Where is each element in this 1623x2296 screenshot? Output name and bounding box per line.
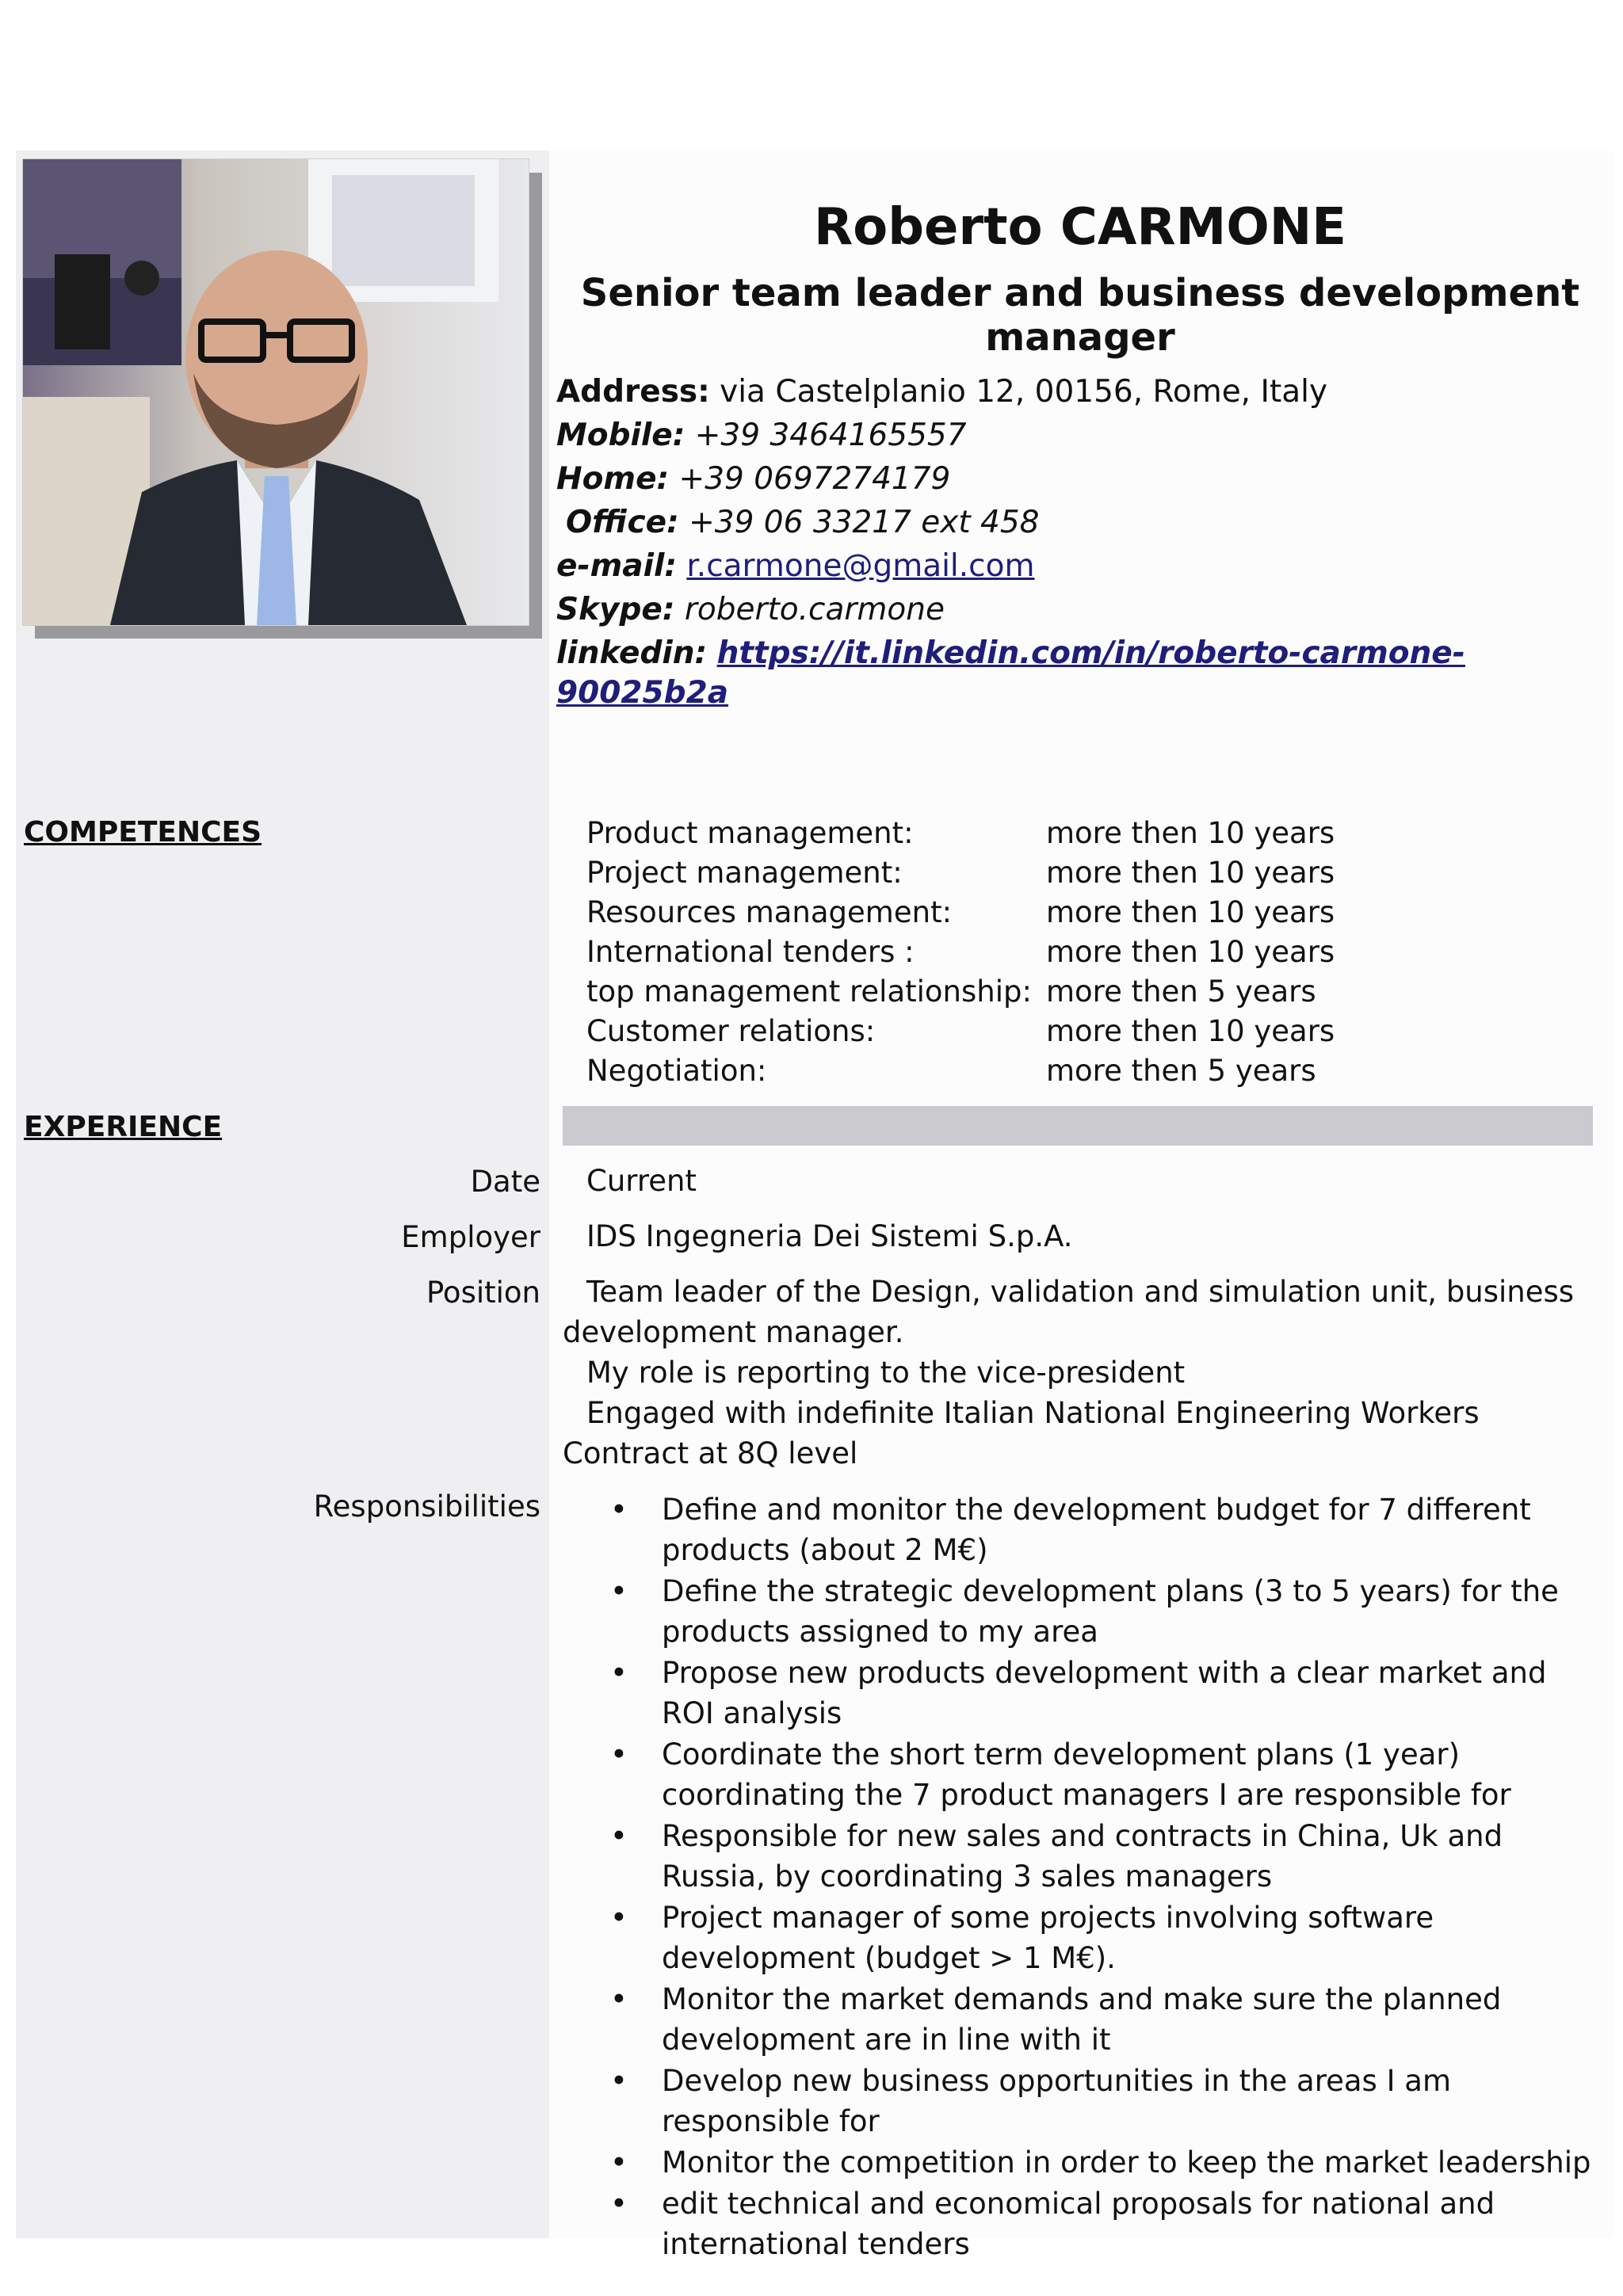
experience-divider-bar	[563, 1106, 1593, 1146]
responsibility-text: edit technical and economical proposals for national and international tenders	[662, 2187, 1495, 2261]
responsibilities-label: Responsibilities	[313, 1489, 540, 1524]
bullet-icon: •	[610, 1819, 628, 1853]
competence-value: more then 10 years	[1046, 816, 1335, 850]
bullet-icon: •	[610, 1901, 628, 1935]
position-line: Engaged with indefinite Italian National Engineering Workers Contract at 8Q level	[563, 1396, 1480, 1470]
bullet-icon: •	[610, 1982, 628, 2016]
responsibility-text: Monitor the market demands and make sure the planned development are in line with it	[662, 1982, 1502, 2057]
contact-linkedin	[556, 634, 1623, 713]
list-item	[602, 2183, 1593, 2264]
email-label: e-mail:	[556, 548, 677, 584]
linkedin-label: linkedin:	[556, 635, 708, 671]
contact-office	[566, 503, 1040, 543]
contact-address	[556, 372, 1327, 412]
responsibility-text: Propose new products development with a clear market and ROI analysis	[662, 1656, 1547, 1730]
contact-home	[556, 460, 950, 499]
list-item	[602, 1897, 1593, 1978]
competence-label: Negotiation:	[586, 1054, 767, 1088]
competence-value: more then 10 years	[1046, 856, 1335, 890]
position-line: Team leader of the Design, validation and simulation unit, business development manager.	[563, 1275, 1575, 1349]
bullet-icon: •	[610, 1656, 628, 1690]
email-link[interactable]: r.carmone@gmail.com	[686, 548, 1035, 584]
linkedin-link[interactable]: https://it.linkedin.com/in/roberto-carmone-90025b2a	[556, 635, 1465, 711]
list-item	[602, 1816, 1593, 1897]
competence-value: more then 10 years	[1046, 935, 1335, 969]
employer-label: Employer	[401, 1220, 540, 1254]
office-label: Office:	[566, 505, 679, 540]
experience-heading: EXPERIENCE	[24, 1111, 223, 1143]
competence-value: more then 10 years	[1046, 1014, 1335, 1048]
office-value: +39 06 33217 ext 458	[678, 505, 1040, 540]
competence-label: Project management:	[586, 856, 903, 890]
list-item	[602, 1734, 1593, 1815]
bullet-icon: •	[610, 1574, 628, 1608]
responsibilities-list	[602, 1489, 1593, 2265]
mobile-label: Mobile:	[556, 418, 685, 453]
competence-value: more then 10 years	[1046, 895, 1335, 929]
position-label: Position	[426, 1276, 540, 1310]
competence-label: Resources management:	[586, 895, 953, 929]
list-item	[602, 2142, 1593, 2183]
list-item	[602, 1489, 1593, 1570]
candidate-title: Senior team leader and business development manager	[580, 271, 1580, 360]
responsibility-text: Monitor the competition in order to keep the market leadership	[662, 2145, 1591, 2180]
competence-label: Customer relations:	[586, 1014, 876, 1048]
contact-email	[556, 547, 1034, 586]
bullet-icon: •	[610, 2064, 628, 2098]
candidate-name: Roberto CARMONE	[813, 198, 1347, 257]
bullet-icon: •	[610, 1493, 628, 1527]
competence-label: top management relationship:	[586, 974, 1032, 1009]
competence-value: more then 5 years	[1046, 974, 1316, 1009]
home-label: Home:	[556, 461, 670, 497]
mobile-value: +39 3464165557	[685, 418, 967, 453]
competence-value: more then 5 years	[1046, 1054, 1316, 1088]
skype-label: Skype:	[556, 592, 675, 627]
address-label: Address:	[556, 374, 710, 410]
position-line: My role is reporting to the vice-president	[586, 1356, 1186, 1390]
contact-mobile	[556, 416, 967, 456]
competence-label: International tenders :	[586, 935, 915, 969]
responsibility-text: Coordinate the short term development plans (1 year) coordinating the 7 product managers I are responsible for	[662, 1737, 1511, 1812]
employer-value: IDS Ingegneria Dei Sistemi S.p.A.	[586, 1219, 1073, 1253]
bullet-icon: •	[610, 1737, 628, 1772]
profile-photo	[22, 158, 529, 626]
responsibility-text: Project manager of some projects involving software development (budget > 1 M€).	[662, 1901, 1434, 1975]
skype-value: roberto.carmone	[674, 592, 945, 627]
contact-skype	[556, 590, 945, 630]
home-value: +39 0697274179	[669, 461, 951, 497]
list-item	[602, 1979, 1593, 2060]
list-item	[602, 1653, 1593, 1733]
responsibility-text: Responsible for new sales and contracts in China, Uk and Russia, by coordinating 3 sales managers	[662, 1819, 1503, 1894]
bullet-icon: •	[610, 2187, 628, 2221]
competence-label: Product management:	[586, 816, 914, 850]
list-item	[602, 2061, 1593, 2142]
responsibility-text: Define the strategic development plans (3 to 5 years) for the products assigned to my area	[662, 1574, 1559, 1649]
bullet-icon: •	[610, 2145, 628, 2180]
competences-heading: COMPETENCES	[24, 816, 262, 849]
responsibility-text: Define and monitor the development budget for 7 different products (about 2 M€)	[662, 1493, 1531, 1567]
responsibility-text: Develop new business opportunities in the areas I am responsible for	[662, 2064, 1451, 2138]
date-label: Date	[470, 1165, 540, 1199]
date-value: Current	[586, 1164, 697, 1198]
address-value: via Castelplanio 12, 00156, Rome, Italy	[709, 374, 1328, 410]
list-item	[602, 1571, 1593, 1652]
